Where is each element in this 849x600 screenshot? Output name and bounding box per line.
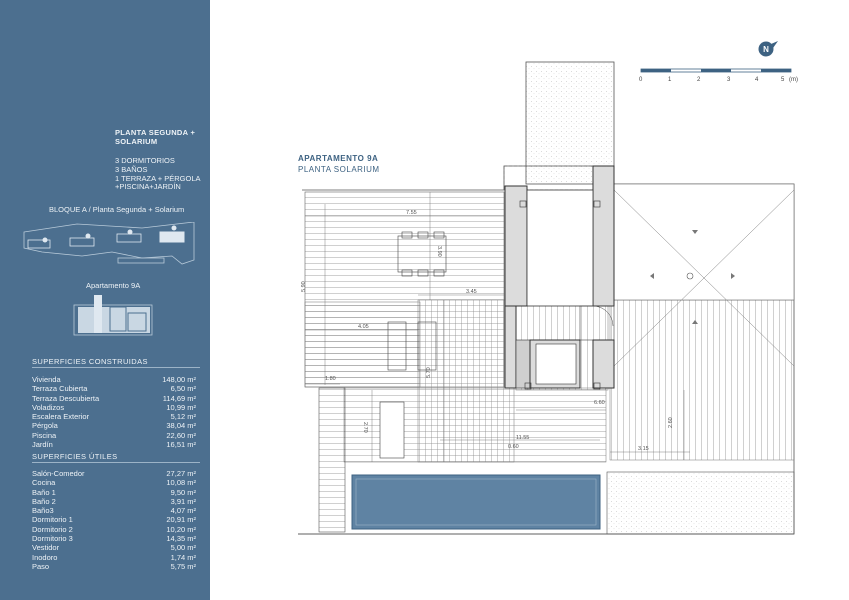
- row-value: 27,27 m²: [166, 469, 196, 478]
- row-value: 3,91 m²: [170, 496, 196, 506]
- scale-label: 5: [781, 77, 785, 83]
- table-row: [32, 412, 196, 421]
- row-label: Dormitorio 2: [32, 524, 73, 534]
- key-plan-thumbnail: [22, 222, 197, 272]
- floor-description: [115, 157, 207, 192]
- scale-label: 1: [668, 77, 672, 83]
- row-label: Vestidor: [32, 543, 60, 553]
- wall: [593, 340, 614, 388]
- row-label: Baño 2: [32, 496, 56, 506]
- row-value: 9,50 m²: [170, 487, 196, 497]
- row-value: 14,35 m²: [166, 534, 196, 544]
- row-label: Salón-Comedor: [32, 469, 85, 478]
- table-row: [32, 515, 196, 524]
- dim-label: 2.70: [362, 422, 368, 433]
- desc-line: 3 BAÑOS: [115, 164, 148, 174]
- pool: [352, 475, 600, 529]
- table-row: [32, 431, 196, 440]
- row-label: Vivienda: [32, 375, 61, 384]
- dim-label: 5.90: [301, 281, 307, 292]
- dim-label: 7.55: [406, 210, 417, 216]
- table-row: [32, 440, 196, 449]
- row-label: Terraza Cubierta: [32, 384, 88, 394]
- row-label: Cocina: [32, 478, 56, 488]
- dim-label: 3.90: [436, 246, 442, 257]
- table-row: [32, 384, 196, 393]
- dim-label: 5.70: [426, 367, 432, 378]
- row-label: Jardín: [32, 440, 53, 450]
- row-value: 148,00 m²: [162, 375, 196, 384]
- scale-label: 2: [697, 77, 701, 83]
- row-label: Dormitorio 3: [32, 534, 73, 544]
- wall: [505, 186, 527, 306]
- row-value: 1,74 m²: [170, 552, 196, 562]
- row-label: Voladizos: [32, 402, 65, 412]
- row-value: 5,00 m²: [170, 543, 196, 553]
- wall: [516, 340, 530, 388]
- desc-line: 3 DORMITORIOS: [115, 156, 175, 165]
- north-label: N: [763, 45, 769, 54]
- terrace-decking: [305, 302, 420, 387]
- row-value: 20,91 m²: [166, 515, 196, 525]
- outdoor-furniture: [380, 402, 404, 458]
- skylight: [536, 344, 576, 384]
- exterior-stair: [319, 388, 345, 532]
- dim-label: 1.80: [325, 376, 336, 382]
- section-heading: SUPERFICIES CONSTRUIDAS: [32, 357, 200, 368]
- scale-unit: (m): [789, 77, 798, 83]
- apartment-label: Apartamento 9A: [86, 281, 141, 290]
- scale-label: 0: [639, 77, 643, 83]
- table-row: [32, 553, 196, 562]
- row-value: 5,12 m²: [170, 412, 196, 422]
- surfaces-useful-table: [32, 469, 196, 571]
- bloque-label: BLOQUE A / Planta Segunda + Solarium: [49, 205, 185, 214]
- table-row: [32, 488, 196, 497]
- desc-line: +PISCINA+JARDÍN: [115, 182, 181, 192]
- table-row: [32, 525, 196, 534]
- table-row: [32, 497, 196, 506]
- floor-plan-drawing: [215, 0, 849, 600]
- sidebar: [0, 0, 210, 600]
- row-label: Baño3: [32, 506, 54, 516]
- row-label: Terraza Descubierta: [32, 393, 100, 403]
- roof-area: [614, 184, 794, 300]
- garden: [607, 472, 794, 534]
- row-label: Pérgola: [32, 421, 58, 431]
- row-value: 6,50 m²: [170, 384, 196, 394]
- plan-title: APARTAMENTO 9A: [298, 154, 379, 163]
- wall: [505, 306, 516, 388]
- table-row: [32, 562, 196, 571]
- apartment-thumbnail: [72, 293, 154, 339]
- table-row: [32, 394, 196, 403]
- table-row: [32, 469, 196, 478]
- row-label: Baño 1: [32, 487, 56, 497]
- row-value: 114,69 m²: [162, 393, 196, 403]
- table-row: [32, 478, 196, 487]
- pergola-slats: [610, 300, 794, 460]
- desc-line: 1 TERRAZA + PÉRGOLA: [115, 173, 201, 183]
- dim-label: 3.15: [638, 446, 649, 452]
- table-row: [32, 421, 196, 430]
- row-value: 16,51 m²: [166, 440, 196, 450]
- table-row: [32, 375, 196, 384]
- row-label: Paso: [32, 561, 50, 571]
- dim-label: 11.55: [516, 435, 530, 441]
- row-value: 4,07 m²: [170, 506, 196, 516]
- row-value: 22,60 m²: [166, 430, 196, 440]
- stair-shaft: [527, 190, 593, 306]
- dim-label: 6.60: [594, 400, 605, 406]
- table-row: [32, 534, 196, 543]
- row-value: 5,75 m²: [170, 561, 196, 571]
- dim-label: 4.05: [358, 324, 369, 330]
- row-label: Dormitorio 1: [32, 515, 73, 525]
- dim-label: 2.60: [668, 417, 674, 428]
- plan-subtitle: PLANTA SOLARIUM: [298, 165, 380, 174]
- row-value: 38,04 m²: [166, 421, 196, 431]
- wall: [593, 166, 614, 306]
- section-heading: SUPERFICIES ÚTILES: [32, 452, 200, 463]
- row-value: 10,99 m²: [166, 402, 196, 412]
- table-row: [32, 506, 196, 515]
- row-label: Piscina: [32, 430, 57, 440]
- dim-label: 3.45: [466, 289, 477, 295]
- surfaces-built-table: [32, 375, 196, 449]
- row-label: Inodoro: [32, 552, 58, 562]
- table-row: [32, 403, 196, 412]
- floor-title: PLANTA SEGUNDA + SOLARIUM: [115, 128, 196, 146]
- row-value: 10,08 m²: [166, 478, 196, 488]
- row-value: 10,20 m²: [166, 524, 196, 534]
- scale-label: 4: [755, 77, 759, 83]
- dim-label: 0.60: [508, 444, 519, 450]
- row-label: Escalera Exterior: [32, 412, 90, 422]
- table-row: [32, 543, 196, 552]
- scale-label: 3: [727, 77, 731, 83]
